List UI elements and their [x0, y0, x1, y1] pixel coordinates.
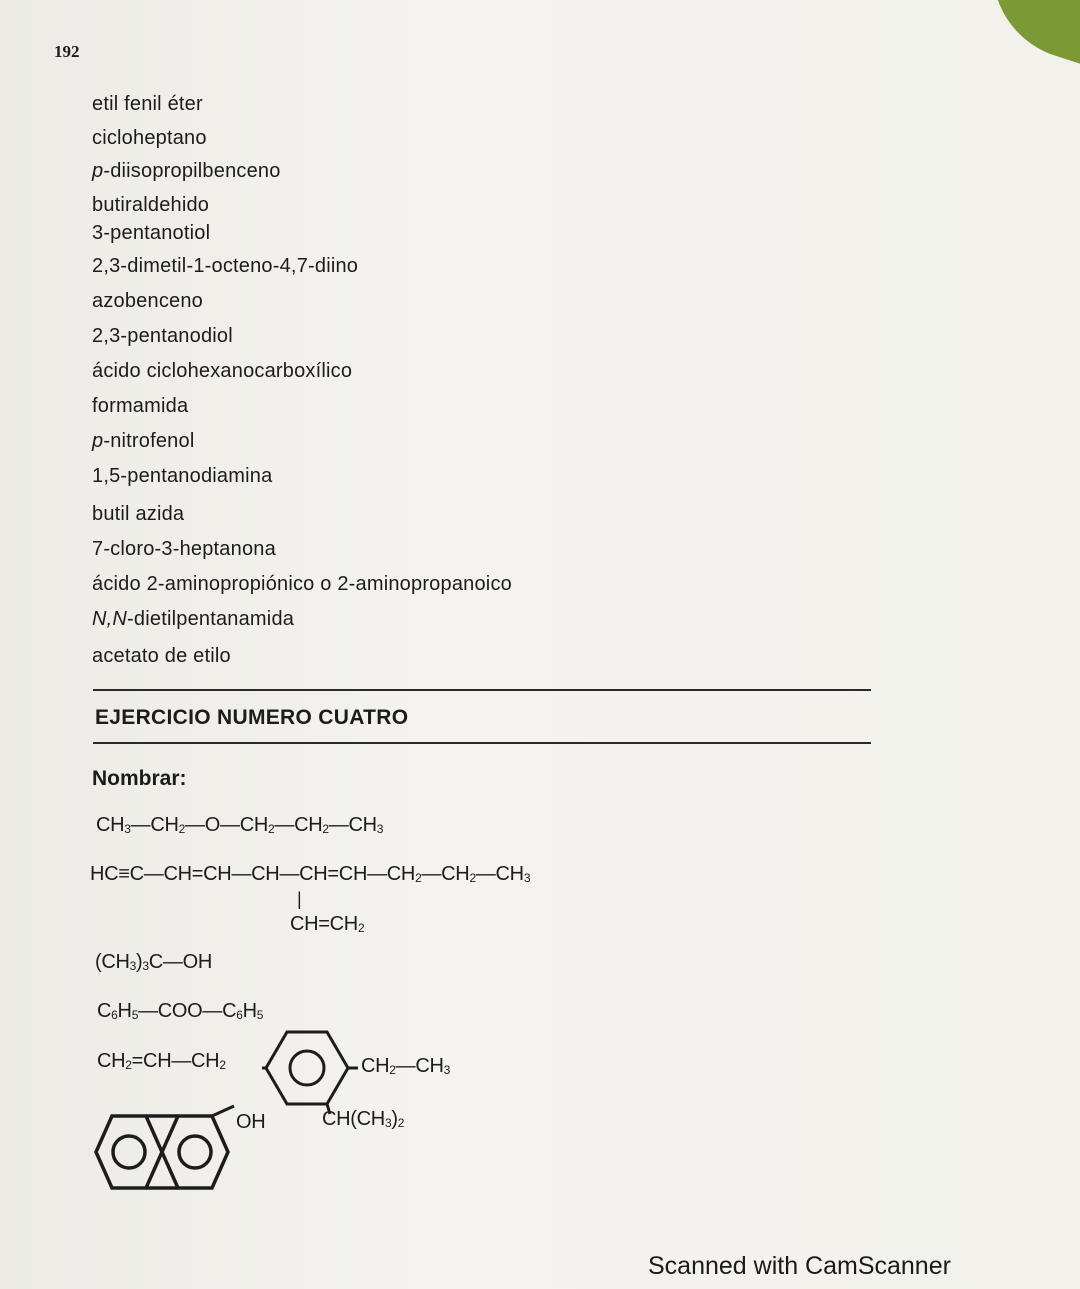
page-number: 192 — [54, 42, 80, 61]
list-item: formamida — [92, 395, 189, 417]
list-item: 2,3-dimetil-1-octeno-4,7-diino — [92, 255, 359, 277]
section-rule-bottom — [93, 742, 871, 744]
list-item: p-diisopropilbenceno — [92, 160, 281, 182]
formula-enyne-branch: $CH=CH_2$ — [290, 913, 365, 935]
list-item: N,N-dietilpentanamida — [92, 608, 295, 630]
formula-benzene-right-substituent: $CH_2—CH_3$ — [361, 1055, 451, 1077]
list-item: acetato de etilo — [92, 645, 231, 667]
branch-bond: | — [297, 889, 302, 909]
list-item: p-nitrofenol — [92, 430, 195, 452]
formula-ether: $CH_3—CH_2—O—CH_2—CH_2—CH_3$ — [96, 814, 384, 836]
list-item: butiraldehido — [92, 194, 210, 216]
list-item: etil fenil éter — [92, 93, 203, 115]
formula-benzene-left-substituent: $CH_2=CH—CH_2$ — [97, 1050, 226, 1072]
scanner-watermark: Scanned with CamScanner — [648, 1252, 951, 1280]
naphthalene-ring-icon — [92, 1112, 242, 1194]
formula-benzene-isopropyl: $CH(CH_3)_2$ — [322, 1108, 405, 1130]
page-corner-decoration — [969, 0, 1080, 68]
benzene-ring-icon — [262, 1028, 352, 1112]
list-item: ácido ciclohexanocarboxílico — [92, 360, 353, 382]
list-item: butil azida — [92, 503, 185, 525]
list-item: 2,3-pentanodiol — [92, 325, 233, 347]
list-item: 1,5-pentanodiamina — [92, 465, 273, 487]
formula-phenyl-ester: $C_6H_5—COO—C_6H_5$ — [97, 1000, 264, 1022]
formula-naphthol-oh: OH — [236, 1111, 266, 1133]
list-item: cicloheptano — [92, 127, 207, 149]
formula-tert-butanol: $(CH_3)_3C—OH$ — [95, 951, 213, 973]
instruction-label: Nombrar: — [92, 767, 187, 790]
list-item: 3-pentanotiol — [92, 222, 211, 244]
list-item: azobenceno — [92, 290, 203, 312]
list-item: ácido 2-aminopropiónico o 2-aminopropanoico — [92, 573, 512, 595]
formula-enyne-chain: $HC\equiv C—CH=CH—CH—CH=CH—CH_2—CH_2—CH_3$ — [90, 863, 531, 885]
list-item: 7-cloro-3-heptanona — [92, 538, 276, 560]
section-title: EJERCICIO NUMERO CUATRO — [95, 706, 409, 729]
section-rule-top — [93, 689, 871, 691]
